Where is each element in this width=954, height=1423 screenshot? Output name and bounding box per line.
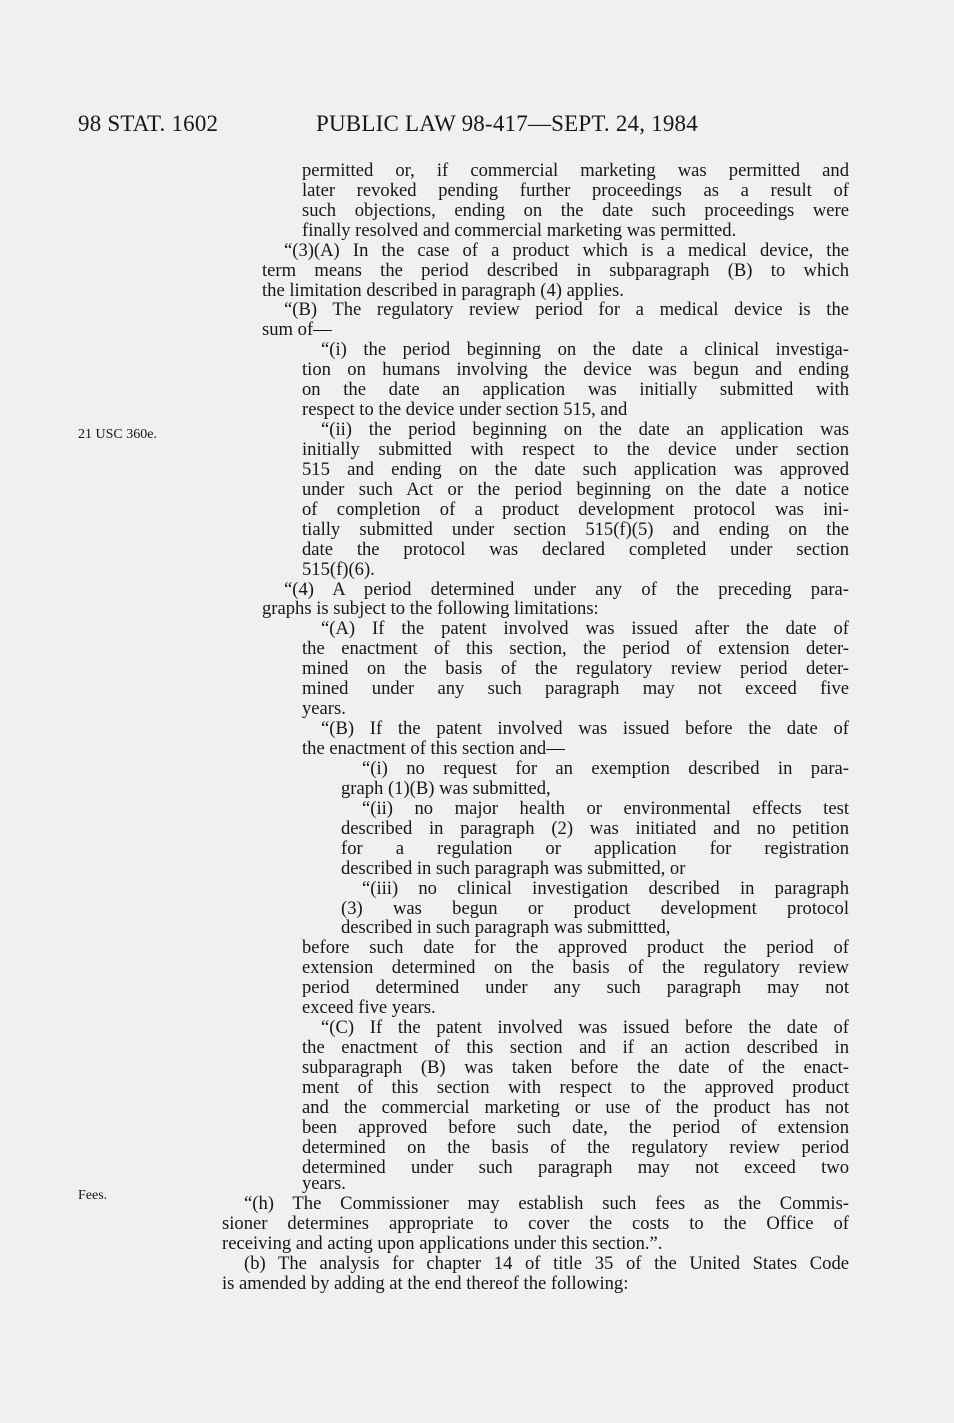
text-line: the limitation described in paragraph (4) applies. — [262, 280, 624, 301]
text-line: for a regulation or application for registration — [341, 838, 849, 859]
text-line: years. — [302, 698, 346, 719]
text-line: later revoked pending further proceedings as a result of — [302, 180, 849, 201]
text-line: sioner determines appropriate to cover the costs to the Office of — [222, 1213, 849, 1234]
text-line: mined on the basis of the regulatory review period deter- — [302, 658, 849, 679]
text-line: the enactment of this section and— — [302, 738, 565, 759]
text-line: (3) was begun or product development protocol — [341, 898, 849, 919]
text-line: “(ii) the period beginning on the date an application was — [321, 419, 849, 440]
text-line: “(i) the period beginning on the date a clinical investiga- — [321, 339, 849, 360]
text-line: period determined under any such paragraph may not — [302, 977, 849, 998]
text-line: graphs is subject to the following limitations: — [262, 598, 599, 619]
text-line: “(i) no request for an exemption described in para- — [362, 758, 849, 779]
text-line: extension determined on the basis of the regulatory review — [302, 957, 849, 978]
text-line: under such Act or the period beginning on the date a notice — [302, 479, 849, 500]
text-line: described in such paragraph was submitted, or — [341, 858, 686, 879]
text-line: “(ii) no major health or environmental effects test — [362, 798, 849, 819]
text-line: initially submitted with respect to the device under section — [302, 439, 849, 460]
text-line: “(iii) no clinical investigation described in paragraph — [362, 878, 849, 899]
text-line: “(4) A period determined under any of the preceding para- — [284, 579, 849, 600]
text-line: is amended by adding at the end thereof the following: — [222, 1273, 629, 1294]
text-line: the enactment of this section and if an action described in — [302, 1037, 849, 1058]
text-line: determined on the basis of the regulatory review period — [302, 1137, 849, 1158]
text-line: “(h) The Commissioner may establish such fees as the Commis- — [244, 1193, 849, 1214]
text-line: graph (1)(B) was submitted, — [341, 778, 551, 799]
text-line: sum of— — [262, 319, 332, 340]
text-line: on the date an application was initially submitted with — [302, 379, 849, 400]
law-title-header: PUBLIC LAW 98-417—SEPT. 24, 1984 — [316, 111, 698, 136]
text-line: finally resolved and commercial marketing was permitted. — [302, 220, 737, 241]
text-line: (b) The analysis for chapter 14 of title 35 of the United States Code — [244, 1253, 849, 1274]
text-line: 515 and ending on the date such application was approved — [302, 459, 849, 480]
text-line: subparagraph (B) was taken before the date of the enact- — [302, 1057, 849, 1078]
text-line: permitted or, if commercial marketing was permitted and — [302, 160, 849, 181]
margin-citation: 21 USC 360e. — [78, 427, 157, 442]
text-line: date the protocol was declared completed under section — [302, 539, 849, 560]
text-line: “(3)(A) In the case of a product which is a medical device, the — [284, 240, 849, 261]
text-line: of completion of a product development protocol was ini- — [302, 499, 849, 520]
text-line: 515(f)(6). — [302, 559, 375, 580]
text-line: “(B) The regulatory review period for a medical device is the — [284, 299, 849, 320]
text-line: described in such paragraph was submittted, — [341, 917, 671, 938]
text-line: “(C) If the patent involved was issued before the date of — [321, 1017, 849, 1038]
text-line: such objections, ending on the date such proceedings were — [302, 200, 849, 221]
text-line: exceed five years. — [302, 997, 436, 1018]
text-line: tially submitted under section 515(f)(5) and ending on the — [302, 519, 849, 540]
text-line: receiving and acting upon applications under this section.”. — [222, 1233, 663, 1254]
text-line: term means the period described in subparagraph (B) to which — [262, 260, 849, 281]
text-line: the enactment of this section, the period of extension deter- — [302, 638, 849, 659]
statute-page-number: 98 STAT. 1602 — [78, 111, 219, 136]
text-line: before such date for the approved product the period of — [302, 937, 849, 958]
text-line: and the commercial marketing or use of the product has not — [302, 1097, 849, 1118]
text-line: “(A) If the patent involved was issued after the date of — [321, 618, 849, 639]
text-line: “(B) If the patent involved was issued before the date of — [321, 718, 849, 739]
text-line: determined under such paragraph may not exceed two — [302, 1157, 849, 1178]
text-line: respect to the device under section 515, and — [302, 399, 628, 420]
text-line: described in paragraph (2) was initiated and no petition — [341, 818, 849, 839]
text-line: mined under any such paragraph may not exceed five — [302, 678, 849, 699]
text-line: years. — [302, 1173, 346, 1194]
text-line: ment of this section with respect to the approved product — [302, 1077, 849, 1098]
text-line: tion on humans involving the device was begun and ending — [302, 359, 849, 380]
margin-note-fees: Fees. — [78, 1188, 108, 1203]
text-line: been approved before such date, the period of extension — [302, 1117, 849, 1138]
